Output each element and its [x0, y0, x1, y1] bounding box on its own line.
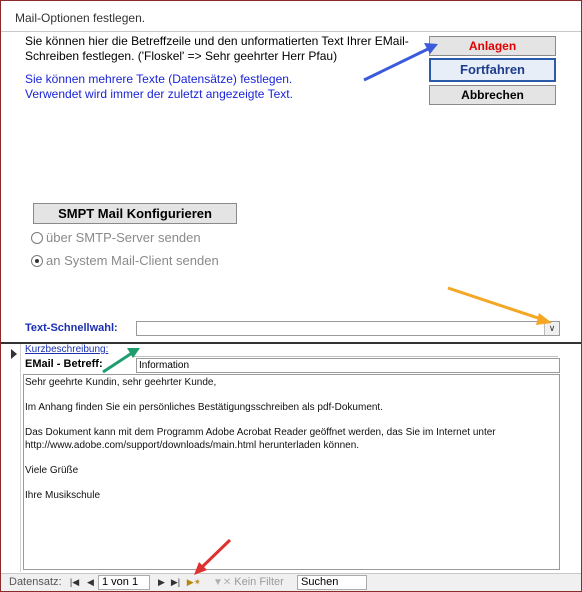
anlagen-button[interactable]: Anlagen — [429, 36, 556, 56]
new-record-icon[interactable]: ▶✴ — [186, 577, 202, 587]
smtp-config-button[interactable]: SMPT Mail Konfigurieren — [33, 203, 237, 224]
window-title: Mail-Optionen festlegen. — [15, 11, 146, 25]
red-arrow — [194, 540, 230, 575]
betreff-field[interactable]: Information — [136, 358, 560, 373]
mail-body-textarea[interactable]: Sehr geehrte Kundin, sehr geehrter Kunde, Im Anhang finden Sie ein persönliches Bestätigungsschreiben als pdf-Dokument. Das Dokument kann mit dem Programm Adobe Acrobat Reader geöffnet werden, das Sie im Internet unter http://www.adobe.com/support/downloads/main.html herunterladen können. Viele Grüße Ihre Musikschule — [23, 374, 560, 570]
green-arrow — [103, 348, 140, 372]
kurzbeschreibung-label: Kurzbeschreibung: — [25, 344, 109, 355]
chevron-down-icon[interactable]: ∨ — [544, 322, 559, 335]
quick-select-label: Text-Schnellwahl: — [25, 322, 118, 334]
fortfahren-button[interactable]: Fortfahren — [429, 58, 556, 82]
navigator-label: Datensatz: — [9, 576, 62, 588]
betreff-label: EMail - Betreff: — [25, 358, 103, 370]
filter-off-icon: ▼✕ — [213, 576, 232, 588]
abbrechen-button[interactable]: Abbrechen — [429, 85, 556, 105]
hint-text: Sie können mehrere Texte (Datensätze) festlegen. Verwendet wird immer der zuletzt angezeigte Text. — [25, 72, 293, 101]
blue-arrow — [364, 43, 438, 80]
last-record-icon[interactable]: ▶| — [170, 577, 181, 587]
radio-smtp-label: über SMTP-Server senden — [46, 230, 201, 245]
search-input[interactable]: Suchen — [297, 575, 367, 590]
radio-client-label: an System Mail-Client senden — [46, 253, 219, 268]
intro-text: Sie können hier die Betreffzeile und den unformatierten Text Ihrer EMail-Schreiben festlegen. ('Floskel' => Sehr geehrter Herr Pfau) — [25, 34, 409, 63]
next-record-icon[interactable]: ▶ — [158, 577, 165, 587]
previous-record-icon[interactable]: ◀ — [87, 577, 94, 587]
orange-arrow — [448, 288, 552, 325]
filter-label: Kein Filter — [234, 576, 284, 588]
record-position-field[interactable]: 1 von 1 — [98, 575, 150, 590]
first-record-icon[interactable]: |◀ — [69, 577, 80, 587]
